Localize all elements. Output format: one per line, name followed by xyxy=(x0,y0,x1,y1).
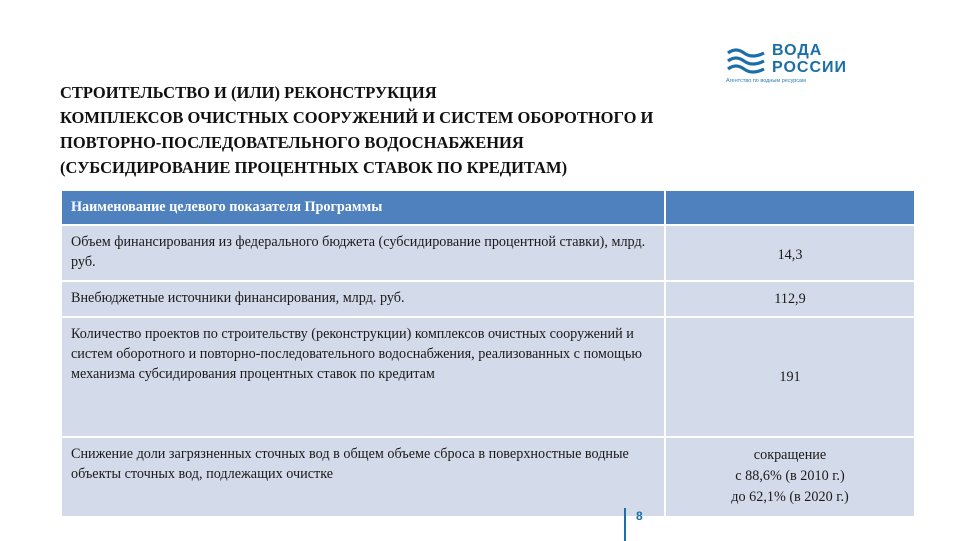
value-line: до 62,1% (в 2020 г.) xyxy=(731,489,849,505)
header-value-cell xyxy=(664,191,914,226)
table-row xyxy=(62,282,914,318)
logo-tagline: Агентство по водным ресурсам xyxy=(726,78,806,84)
value-cell xyxy=(664,318,914,438)
page-title xyxy=(60,80,653,180)
value-line: с 88,6% (в 2010 г.) xyxy=(735,468,845,484)
water-waves-icon xyxy=(726,44,766,78)
table-row xyxy=(62,226,914,282)
title-line: ПОВТОРНО-ПОСЛЕДОВАТЕЛЬНОГО ВОДОСНАБЖЕНИЯ xyxy=(60,133,524,152)
value-cell xyxy=(664,438,914,518)
page-number: 8 xyxy=(636,509,643,523)
value-cell xyxy=(664,282,914,318)
indicators-table xyxy=(62,191,914,518)
page-number-divider xyxy=(624,508,626,541)
title-line: КОМПЛЕКСОВ ОЧИСТНЫХ СООРУЖЕНИЙ И СИСТЕМ ОБОРОТНОГО И xyxy=(60,108,654,127)
table-header-row xyxy=(62,191,914,226)
logo-word-1: ВОДА xyxy=(772,42,823,59)
title-line: (СУБСИДИРОВАНИЕ ПРОЦЕНТНЫХ СТАВОК ПО КРЕДИТАМ) xyxy=(60,158,568,177)
header-indicator-cell: Наименование целевого показателя Программы xyxy=(62,191,664,226)
value-line: сокращение xyxy=(753,447,827,463)
value-line: 112,9 xyxy=(774,291,806,307)
value-line: 191 xyxy=(779,369,801,385)
indicator-cell: Объем финансирования из федерального бюджета (субсидирование процентной ставки), млрд. руб. xyxy=(62,226,664,282)
indicator-cell: Количество проектов по строительству (реконструкции) комплексов очистных сооружений и систем оборотного и повторно-последовательного водоснабжения, реализованных с помощью механизма субсидирования процентных ставок по кредитам xyxy=(62,318,664,438)
value-cell xyxy=(664,226,914,282)
title-line: СТРОИТЕЛЬСТВО И (ИЛИ) РЕКОНСТРУКЦИЯ xyxy=(60,83,437,102)
indicator-cell: Снижение доли загрязненных сточных вод в общем объеме сброса в поверхностные водные объекты сточных вод, подлежащих очистке xyxy=(62,438,664,518)
table-row xyxy=(62,438,914,518)
indicator-cell: Внебюджетные источники финансирования, млрд. руб. xyxy=(62,282,664,318)
logo-word-2: РОССИИ xyxy=(772,59,848,76)
logo xyxy=(726,40,871,88)
table-row xyxy=(62,318,914,438)
value-line: 14,3 xyxy=(777,247,803,263)
